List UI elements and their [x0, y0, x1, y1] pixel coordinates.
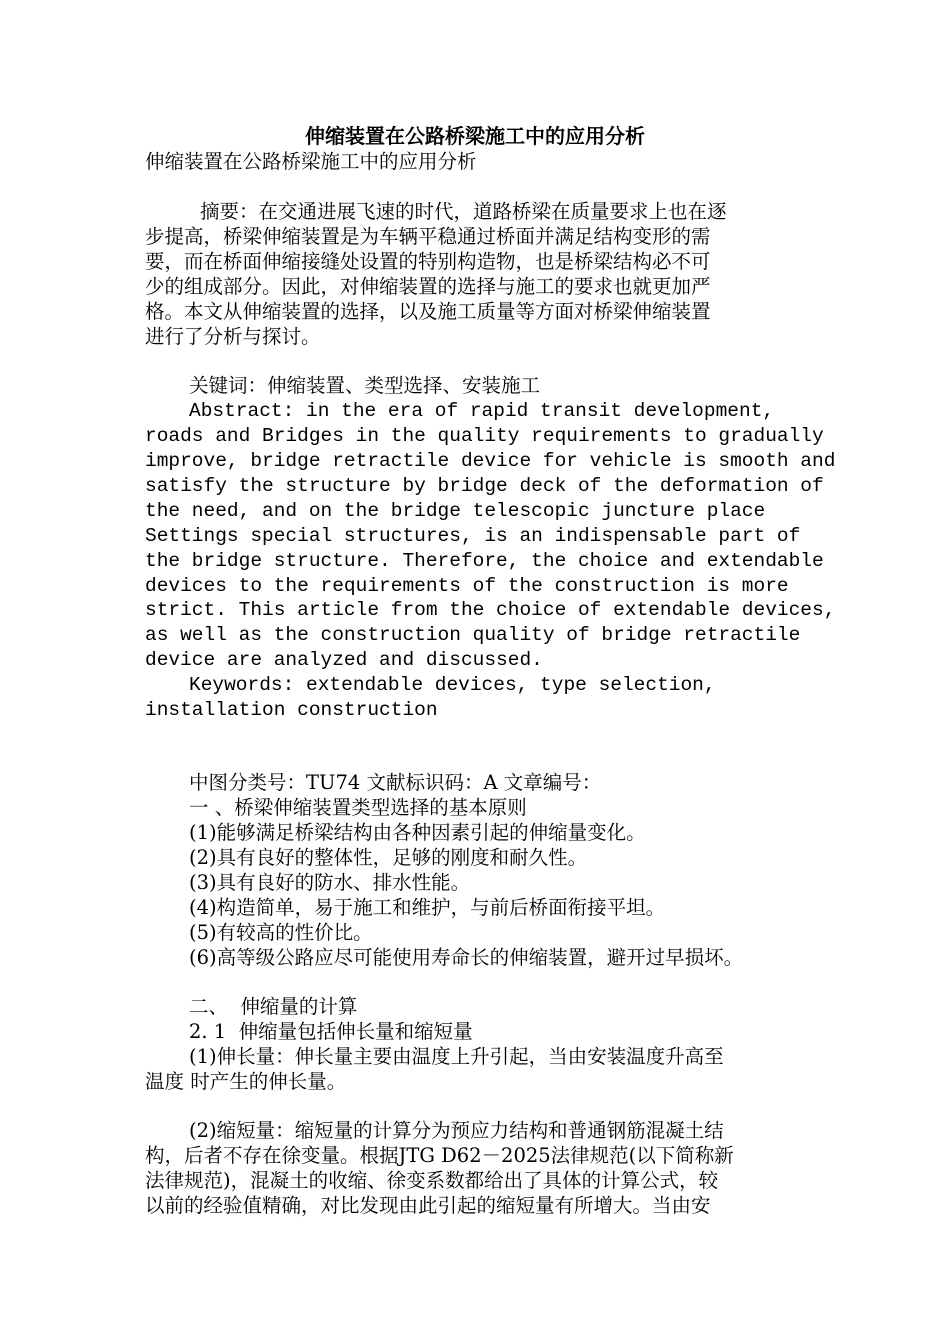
- keywords-en-line: installation construction: [145, 699, 438, 721]
- section1-item: (2)具有良好的整体性，足够的刚度和耐久性。: [189, 846, 588, 869]
- abstract-en-line: Settings special structures, is an indispensable part of: [145, 525, 801, 547]
- section1-item: (1)能够满足桥梁结构由各种因素引起的伸缩量变化。: [189, 821, 646, 844]
- classification-line: 中图分类号：TU74 文献标识码：A 文章编号：: [189, 771, 602, 794]
- abstract-cn-line: 进行了分析与探讨。: [145, 325, 321, 348]
- abstract-en-line: devices to the requirements of the construction is more: [145, 575, 789, 597]
- section1-item: (4)构造简单，易于施工和维护，与前后桥面衔接平坦。: [189, 896, 666, 919]
- section2-paragraph-line: 法律规范)，混凝土的收缩、徐变系数都给出了具体的计算公式，较: [145, 1169, 719, 1192]
- abstract-en-line: the need, and on the bridge telescopic juncture place: [145, 500, 766, 522]
- abstract-en-line: device are analyzed and discussed.: [145, 649, 543, 671]
- abstract-en-line: strict. This article from the choice of extendable devices,: [145, 599, 836, 621]
- section2-paragraph-line: 构，后者不存在徐变量。根据JTG D62－2025法律规范(以下简称新: [145, 1144, 734, 1167]
- abstract-en-line: Abstract: in the era of rapid transit development,: [189, 400, 775, 422]
- section2-paragraph-line: (1)伸长量：伸长量主要由温度上升引起，当由安装温度升高至: [189, 1045, 724, 1068]
- section2-1-heading: 2. 1 伸缩量包括伸长量和缩短量: [189, 1020, 473, 1043]
- abstract-cn-line: 要，而在桥面伸缩接缝处设置的特别构造物，也是桥梁结构必不可: [145, 250, 711, 273]
- section1-heading: 一 、桥梁伸缩装置类型选择的基本原则: [189, 796, 527, 819]
- abstract-en-line: roads and Bridges in the quality requirements to gradually: [145, 425, 824, 447]
- section1-item: (6)高等级公路应尽可能使用寿命长的伸缩装置，避开过早损坏。: [189, 946, 744, 969]
- section2-paragraph-line: 温度 时产生的伸长量。: [145, 1070, 347, 1093]
- abstract-cn-line: 步提高，桥梁伸缩装置是为车辆平稳通过桥面并满足结构变形的需: [145, 225, 711, 248]
- section1-item: (5)有较高的性价比。: [189, 921, 373, 944]
- section2-paragraph-line: (2)缩短量：缩短量的计算分为预应力结构和普通钢筋混凝土结: [189, 1119, 724, 1142]
- section1-item: (3)具有良好的防水、排水性能。: [189, 871, 471, 894]
- abstract-cn-line: 格。本文从伸缩装置的选择，以及施工质量等方面对桥梁伸缩装置: [145, 300, 711, 323]
- section2-heading: 二、 伸缩量的计算: [189, 995, 358, 1018]
- document-subtitle: 伸缩装置在公路桥梁施工中的应用分析: [145, 150, 477, 173]
- abstract-en-line: as well as the construction quality of bridge retractile: [145, 624, 801, 646]
- abstract-cn-line: 少的组成部分。因此，对伸缩装置的选择与施工的要求也就更加严: [145, 275, 711, 298]
- keywords-cn: 关键词：伸缩装置、类型选择、安装施工: [189, 374, 541, 397]
- abstract-en-line: improve, bridge retractile device for vehicle is smooth and: [145, 450, 836, 472]
- abstract-cn-line: 摘要：在交通进展飞速的时代，道路桥梁在质量要求上也在逐: [200, 200, 727, 223]
- section2-paragraph-line: 以前的经验值精确，对比发现由此引起的缩短量有所增大。当由安: [145, 1194, 711, 1217]
- abstract-en-line: the bridge structure. Therefore, the choice and extendable: [145, 550, 824, 572]
- keywords-en-line: Keywords: extendable devices, type selection,: [189, 674, 716, 696]
- abstract-en-line: satisfy the structure by bridge deck of the deformation of: [145, 475, 824, 497]
- document-title: 伸缩装置在公路桥梁施工中的应用分析: [305, 124, 645, 148]
